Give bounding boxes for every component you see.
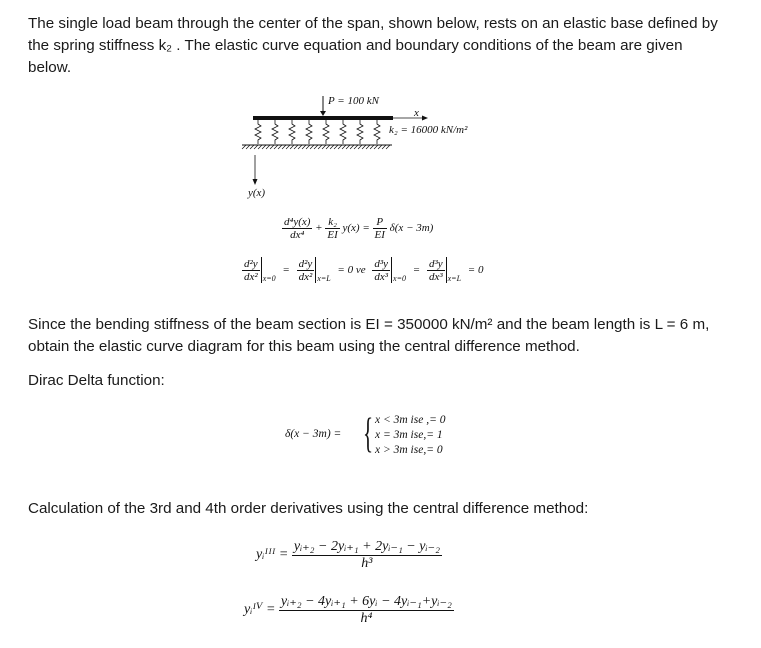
y-of-x: y(x) = xyxy=(342,222,370,235)
y-axis-arrowhead xyxy=(253,179,258,185)
bc-d3y-den-2: dx³ xyxy=(428,270,443,283)
third-derivative-formula xyxy=(256,538,442,572)
boundary-conditions xyxy=(242,257,483,283)
fourth-derivative-lhs: yᵢᴵⱽ = xyxy=(244,602,276,618)
third-derivative-denominator: h³ xyxy=(361,556,373,571)
spring-stiffness-label: k₂ = 16000 kN/m² xyxy=(389,124,468,136)
y-axis-label: y(x) xyxy=(248,187,266,199)
intro-paragraph: The single load beam through the center of the span, shown below, rests on an elastic base defined by the spring stiffness k₂ . The elastic curve equation and boundary conditions of the beam are given below. xyxy=(28,15,718,76)
ground-hatch xyxy=(242,145,390,149)
bc-at-x0-2: x=0 xyxy=(393,274,406,283)
bc-d2y-den-2: dx² xyxy=(298,270,313,283)
dirac-lhs: δ(x − 3m) = xyxy=(285,428,342,440)
bc-d2y-num-1: d²y xyxy=(244,257,258,270)
bc-d3y-num-2: d³y xyxy=(428,257,443,270)
dirac-definition xyxy=(285,412,485,462)
central-difference-heading: Calculation of the 3rd and 4th order derivatives using the central difference method: xyxy=(28,500,589,517)
ei-denominator-1: EI xyxy=(327,229,338,241)
bc-equals-2: = xyxy=(412,263,421,276)
bc-d2y-den-1: dx² xyxy=(244,270,258,283)
bc-at-xL-1: x=L xyxy=(317,274,331,283)
load-arrowhead xyxy=(320,111,326,116)
x-axis-label: x xyxy=(414,107,419,119)
d4y-numerator: d⁴y(x) xyxy=(284,216,311,228)
dirac-case-3: x > 3m ise,= 0 xyxy=(375,444,443,456)
delta-term: δ(x − 3m) xyxy=(389,222,434,235)
bc-d2y-num-2: d²y xyxy=(298,257,313,270)
load-label: P = 100 kN xyxy=(328,95,379,107)
fourth-derivative-denominator: h⁴ xyxy=(360,611,373,626)
plus-sign: + xyxy=(315,222,323,235)
ei-denominator-2: EI xyxy=(374,229,385,241)
bc-d3y-num-1: d³y xyxy=(374,257,389,270)
bc-equals-zero-and: = 0 ve xyxy=(337,263,366,276)
beam xyxy=(253,116,393,120)
d4y-denominator: dx⁴ xyxy=(290,229,305,241)
dirac-brace: { xyxy=(363,411,374,457)
dirac-heading: Dirac Delta function: xyxy=(28,372,165,389)
governing-equation xyxy=(282,216,433,241)
stiffness-paragraph: Since the bending stiffness of the beam section is EI = 350000 kN/m² and the beam length is L = 6 m, obtain the elastic curve diagram for this beam using the central difference method. xyxy=(28,316,710,355)
third-derivative-numerator: yᵢ₊₂ − 2yᵢ₊₁ + 2yᵢ₋₁ − yᵢ₋₂ xyxy=(293,539,440,554)
bc-equals-zero-final: = 0 xyxy=(467,263,484,276)
fourth-derivative-numerator: yᵢ₊₂ − 4yᵢ₊₁ + 6yᵢ − 4yᵢ₋₁+yᵢ₋₂ xyxy=(280,594,452,609)
beam-figure xyxy=(240,90,500,210)
p-numerator: P xyxy=(373,216,387,229)
dirac-case-2: x = 3m ise,= 1 xyxy=(375,429,443,441)
bc-equals-1: = xyxy=(282,263,290,276)
third-derivative-lhs: yᵢᴵᴵᴵ = xyxy=(256,547,289,563)
fourth-derivative-formula xyxy=(244,593,454,627)
springs xyxy=(255,120,380,144)
dirac-case-1: x < 3m ise ,= 0 xyxy=(375,414,446,426)
bc-d3y-den-1: dx³ xyxy=(374,270,389,283)
bc-at-x0-1: x=0 xyxy=(262,274,276,283)
kz-numerator: k₂ xyxy=(325,216,339,229)
bc-at-xL-2: x=L xyxy=(447,274,462,283)
x-axis-arrowhead xyxy=(422,116,428,121)
